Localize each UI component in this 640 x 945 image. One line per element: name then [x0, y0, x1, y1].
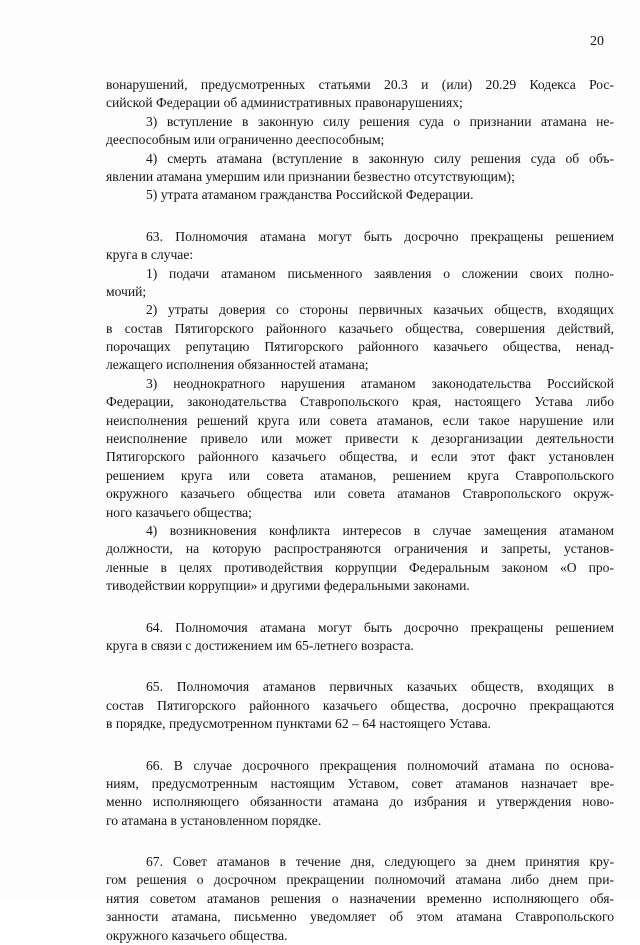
- text-line: 3) неоднократного нарушения атаманом законодательства Российской: [146, 375, 614, 391]
- text-line: круга в случае:: [106, 247, 194, 263]
- text-line: должности, на которую распространяются ограничения и запреты, установ-: [106, 541, 614, 557]
- text-line: 66. В случае досрочного прекращения полномочий атамана по основа-: [146, 757, 614, 773]
- text-line: 64. Полномочия атамана могут быть досрочно прекращены решением: [146, 619, 614, 635]
- text-line: Федерации, законодательства Ставропольского края, настоящего Устава либо: [106, 394, 614, 410]
- text-line: мочий;: [106, 283, 147, 299]
- paragraph: [106, 150, 614, 187]
- text-line: решением круга или совета атаманов, решением круга Ставропольского: [106, 467, 614, 483]
- paragraph: [106, 853, 614, 945]
- paragraph: [106, 113, 614, 150]
- text-line: лежащего исполнения обязанностей атамана;: [106, 357, 369, 373]
- text-line: 4) возникновения конфликта интересов в случае замещения атаманом: [146, 522, 614, 538]
- text-line: 1) подачи атаманом письменного заявления о сложении своих полно-: [146, 265, 614, 281]
- text-line: занности атамана, письменно уведомляет об этом атамана Ставропольского: [106, 909, 614, 925]
- paragraph: [106, 265, 614, 302]
- text-line: гом решения о досрочном прекращении полномочий атамана либо днем при-: [106, 872, 614, 888]
- paragraph: [106, 757, 614, 831]
- text-line: вонарушений, предусмотренных статьями 20.3 и (или) 20.29 Кодекса Рос-: [106, 77, 614, 92]
- text-line: окружного казачьего общества.: [106, 927, 288, 943]
- page-number: 20: [590, 34, 604, 49]
- paragraph-gap: [106, 830, 614, 853]
- text-line: 5) утрата атаманом гражданства Российской Федерации.: [146, 187, 474, 203]
- paragraph-gap: [106, 205, 614, 228]
- text-line: неисполнение привело или может привести к дезорганизации деятельности: [106, 431, 614, 447]
- text-line: 2) утраты доверия со стороны первичных казачьих обществ, входящих: [146, 302, 614, 318]
- paragraph-gap: [106, 734, 614, 757]
- text-line: Пятигорского районного казачьего общества, и если этот факт установлен: [106, 449, 614, 465]
- text-line: окружного казачьего общества или совета атаманов Ставропольского окруж-: [106, 486, 614, 502]
- text-line: 63. Полномочия атамана могут быть досрочно прекращены решением: [146, 228, 614, 244]
- paragraph-gap: [106, 596, 614, 619]
- text-line: состав Пятигорского районного казачьего общества, досрочно прекращаются: [106, 697, 614, 713]
- text-line: 67. Совет атаманов в течение дня, следующего за днем принятия кру-: [146, 854, 614, 870]
- text-line: явлении атамана умершим или признании безвестно отсутствующим);: [106, 168, 515, 184]
- text-line: го атамана в установленном порядке.: [106, 812, 322, 828]
- text-line: в порядке, предусмотренном пунктами 62 – 64 настоящего Устава.: [106, 716, 491, 732]
- text-line: круга в связи с достижением им 65-летнего возраста.: [106, 637, 414, 653]
- paragraph: [106, 522, 614, 596]
- paragraph: [106, 186, 614, 204]
- paragraph: [106, 76, 614, 113]
- text-line: 65. Полномочия атаманов первичных казачьих обществ, входящих в: [146, 679, 614, 695]
- text-line: неисполнения решений круга или совета атаманов, если такое нарушение или: [106, 412, 614, 428]
- paragraph: [106, 375, 614, 522]
- paragraph-gap: [106, 655, 614, 678]
- paragraph: [106, 301, 614, 375]
- text-line: нятия советом атаманов решения о назначении временно исполняющего обя-: [106, 890, 614, 906]
- text-line: ленные в целях противодействия коррупции Федеральным законом «О про-: [106, 559, 614, 575]
- text-line: в состав Пятигорского районного казачьего общества, совершения действий,: [106, 320, 614, 336]
- text-line: 4) смерть атамана (вступление в законную силу решения суда об объ-: [146, 150, 614, 166]
- paragraph: [106, 678, 614, 733]
- text-line: 3) вступление в законную силу решения суда о признании атамана не-: [146, 113, 614, 129]
- document-body: [106, 76, 614, 945]
- text-line: сийской Федерации об административных правонарушениях;: [106, 95, 463, 111]
- paragraph: [106, 619, 614, 656]
- text-line: дееспособным или ограниченно дееспособным;: [106, 132, 385, 148]
- text-line: ниям, предусмотренным настоящим Уставом, совет атаманов назначает вре-: [106, 775, 614, 791]
- paragraph: [106, 228, 614, 265]
- text-line: порочащих репутацию Пятигорского районного казачьего общества, ненад-: [106, 339, 614, 355]
- text-line: ного казачьего общества;: [106, 504, 252, 520]
- text-line: тиводействии коррупции» и другими федеральными законами.: [106, 578, 470, 594]
- text-line: менно исполняющего обязанности атамана до избрания и утверждения ново-: [106, 794, 614, 810]
